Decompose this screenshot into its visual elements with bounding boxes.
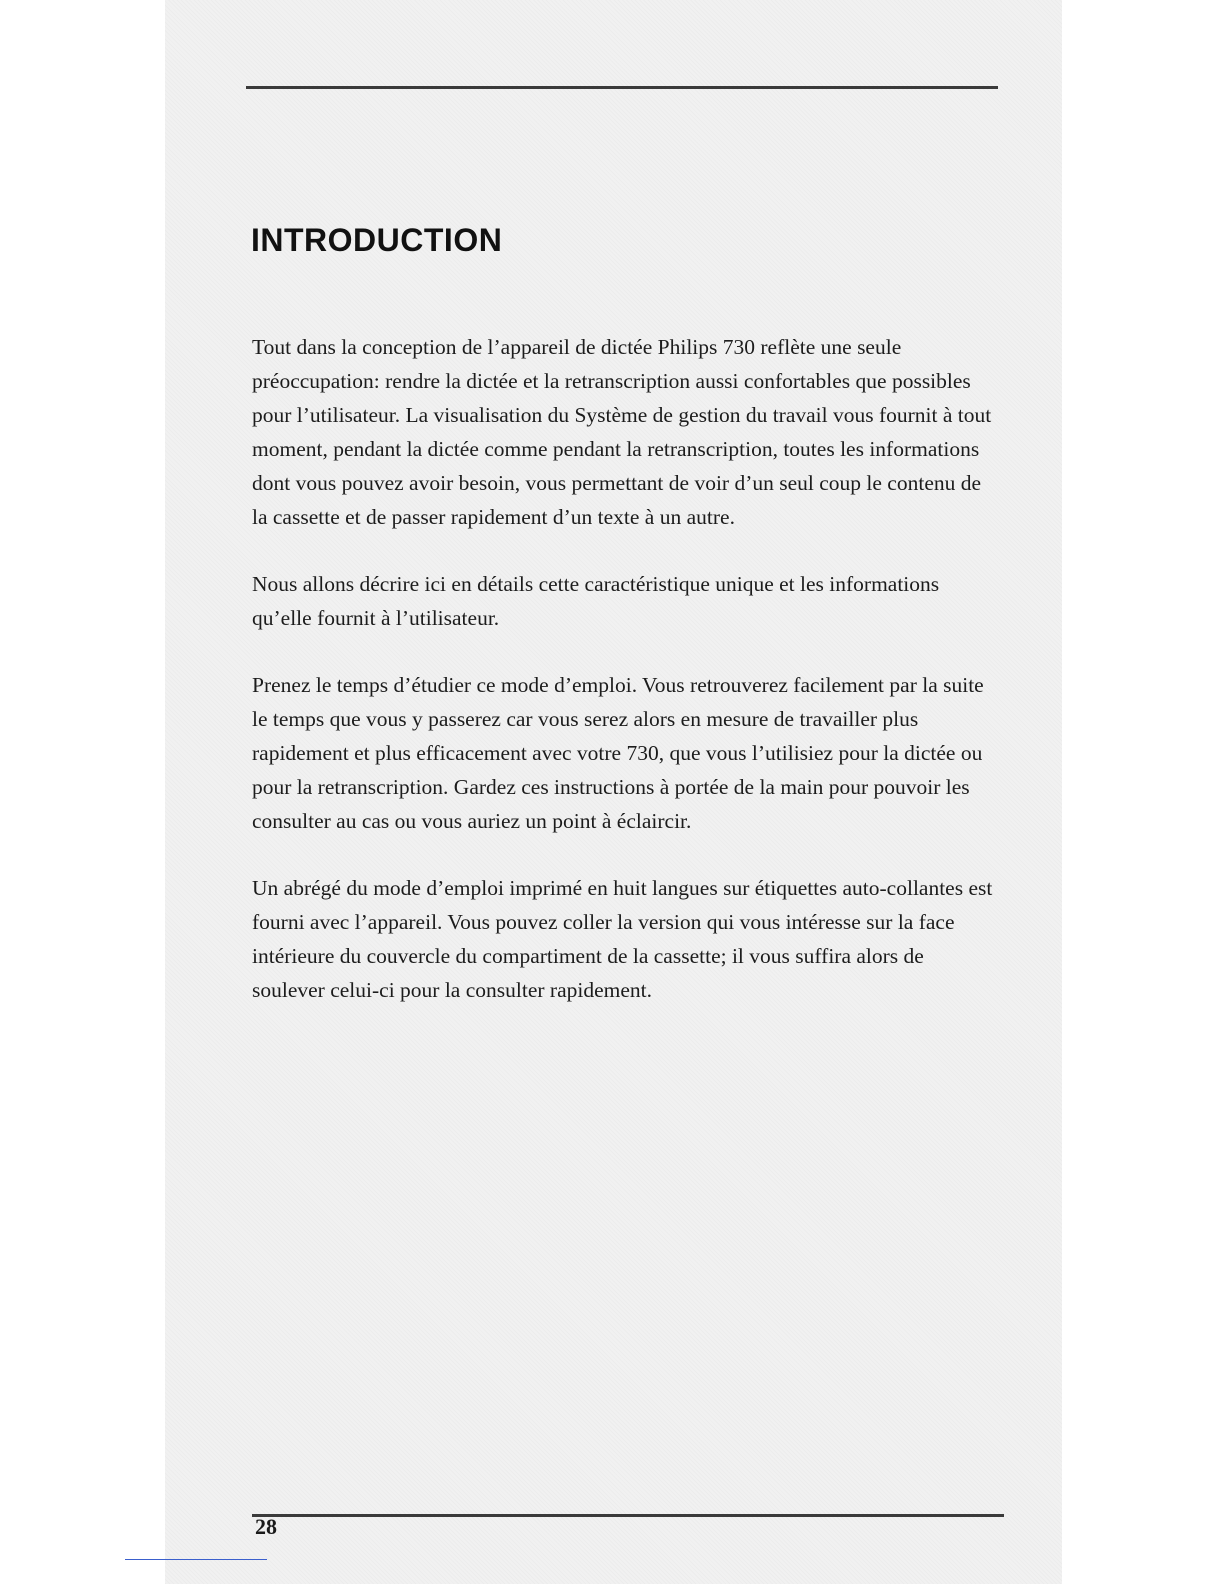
paragraph-3: Prenez le temps d’étudier ce mode d’emploi. Vous retrouverez facilement par la suite le temps que vous y passerez car vous serez alors en mesure de travailler plus rapidement et plus efficacement avec votre 730, que vous l’utilisiez pour la dictée ou pour la retranscription. Gardez ces instructions à portée de la main pour pouvoir les consulter au cas ou vous auriez un point à éclaircir. xyxy=(252,673,984,833)
bottom-rule xyxy=(252,1514,1004,1517)
paragraph-2: Nous allons décrire ici en détails cette caractéristique unique et les informations qu’elle fournit à l’utilisateur. xyxy=(252,572,940,630)
page-title: INTRODUCTION xyxy=(251,222,503,258)
body-text xyxy=(252,330,994,1040)
link-underline xyxy=(125,1559,267,1560)
paragraph-1: Tout dans la conception de l’appareil de dictée Philips 730 reflète une seule préoccupation: rendre la dictée et la retranscription aussi confortables que possibles pour l’utilisateur. La visualisation du Système de gestion du travail vous fournit à tout moment, pendant la dictée comme pendant la retranscription, toutes les informations dont vous pouvez avoir besoin, vous permettant de voir d’un seul coup le contenu de la cassette et de passer rapidement d’un texte à un autre. xyxy=(252,335,992,529)
top-rule xyxy=(246,86,998,89)
page-number: 28 xyxy=(255,1514,277,1539)
paragraph-4: Un abrégé du mode d’emploi imprimé en huit langues sur étiquettes auto-collantes est fourni avec l’appareil. Vous pouvez coller la version qui vous intéresse sur la face intérieure du couvercle du compartiment de la cassette; il vous suffira alors de soulever celui-ci pour la consulter rapidement. xyxy=(252,876,993,1002)
